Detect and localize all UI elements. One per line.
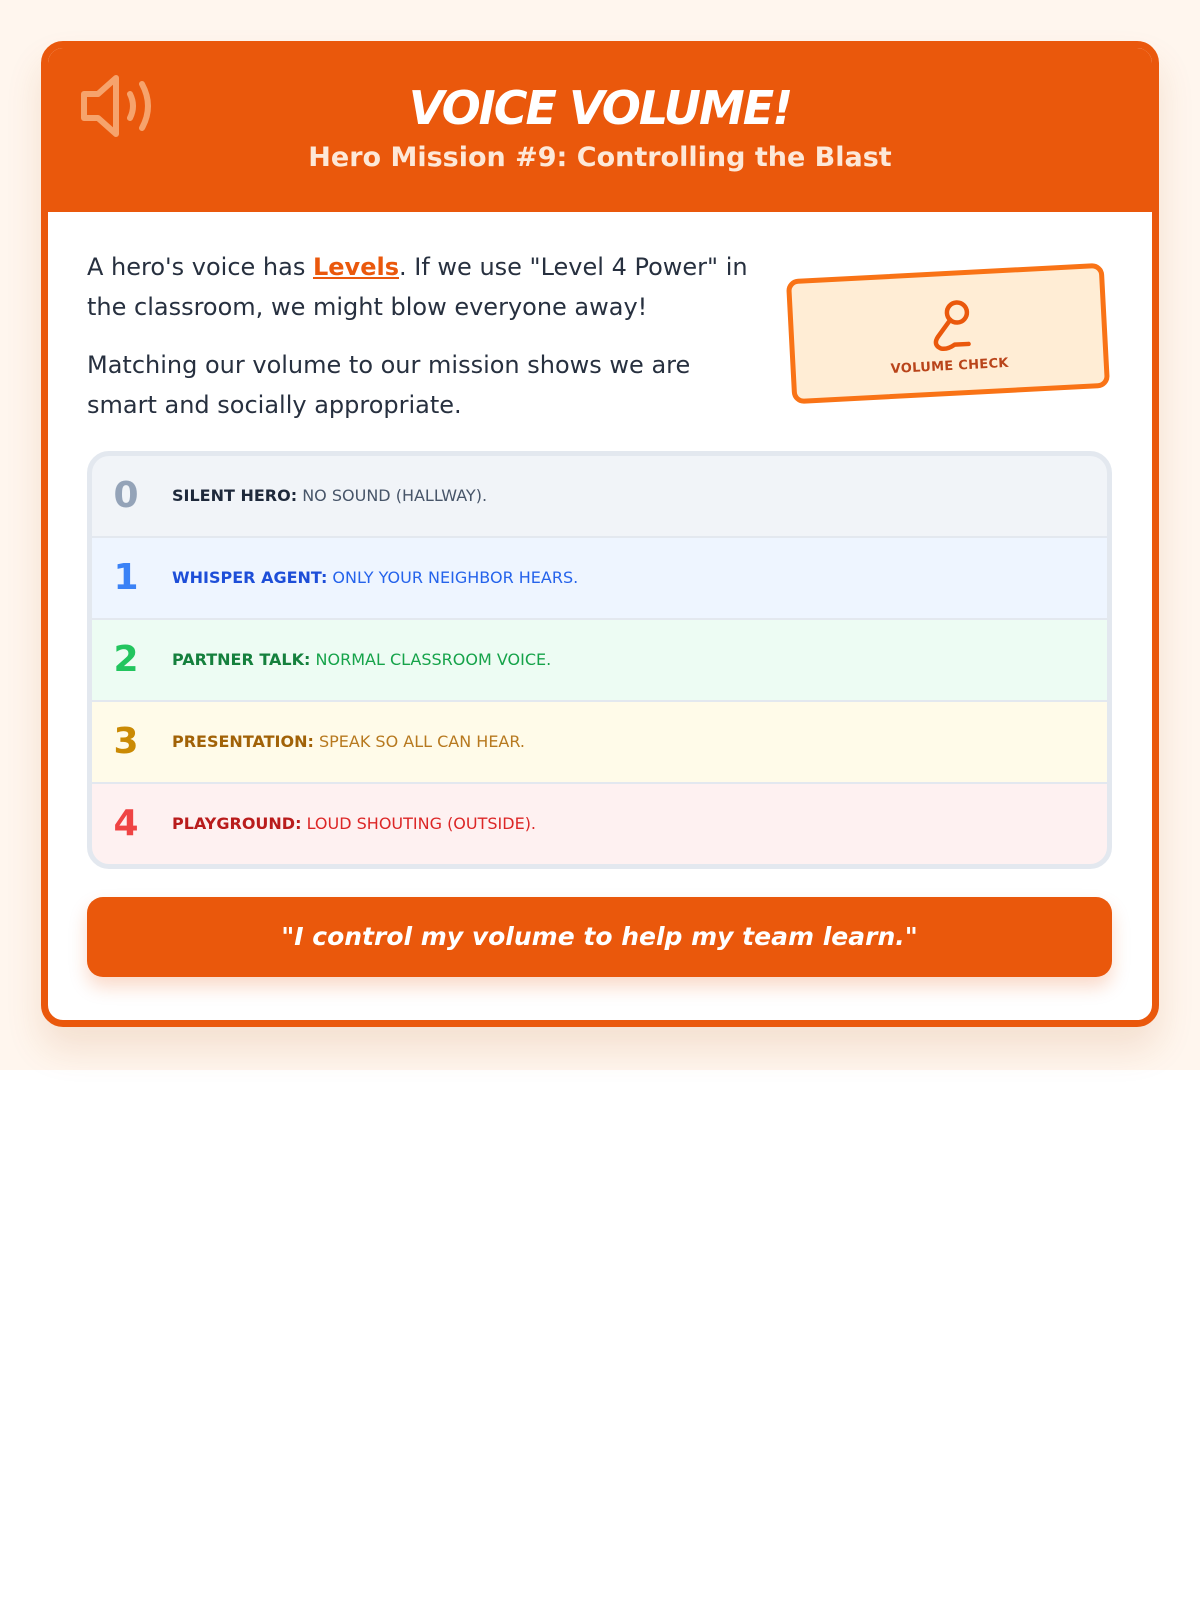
- intro-text: [87, 247, 767, 443]
- level-name: PRESENTATION:: [172, 732, 314, 751]
- level-description: [172, 456, 487, 536]
- level-row-3: [92, 702, 1107, 782]
- level-detail: LOUD SHOUTING (OUTSIDE).: [301, 814, 537, 833]
- page-subtitle: Hero Mission #9: Controlling the Blast: [308, 142, 892, 173]
- level-number: 4: [113, 803, 139, 844]
- microphone-icon: [926, 297, 975, 353]
- intro-text-end: . If we use "Level 4 Power" in the classroom, we might blow everyone away!: [87, 253, 748, 321]
- level-detail: ONLY YOUR NEIGHBOR HEARS.: [327, 568, 579, 587]
- stamp-label: VOLUME CHECK: [890, 355, 1010, 378]
- card-header: [48, 48, 1152, 212]
- level-description: [172, 538, 578, 618]
- level-row-1: [92, 538, 1107, 618]
- intro-paragraph-2: Matching our volume to our mission shows we are smart and socially appropriate.: [87, 351, 691, 419]
- level-row-0: [92, 456, 1107, 536]
- voice-volume-card: [41, 41, 1159, 1027]
- level-name: PLAYGROUND:: [172, 814, 302, 833]
- level-detail: SPEAK SO ALL CAN HEAR.: [313, 732, 525, 751]
- level-number: 0: [113, 475, 139, 516]
- intro-text-start: A hero's voice has: [87, 253, 313, 281]
- level-row-2: [92, 620, 1107, 700]
- intro-paragraph-1: [87, 247, 767, 327]
- level-description: [172, 620, 551, 700]
- level-number: 1: [113, 557, 139, 598]
- level-number: 2: [113, 639, 139, 680]
- level-description: [172, 784, 536, 864]
- level-name: WHISPER AGENT:: [172, 568, 328, 587]
- page-title: VOICE VOLUME!: [408, 81, 792, 135]
- motto-banner: "I control my volume to help my team learn.": [87, 897, 1112, 977]
- level-row-4: [92, 784, 1107, 864]
- level-name: PARTNER TALK:: [172, 650, 311, 669]
- level-detail: NO SOUND (HALLWAY).: [297, 486, 488, 505]
- level-number: 3: [113, 721, 139, 762]
- levels-highlight: Levels: [312, 253, 399, 281]
- level-name: SILENT HERO:: [172, 486, 298, 505]
- volume-levels-list: [87, 451, 1112, 869]
- level-detail: NORMAL CLASSROOM VOICE.: [310, 650, 552, 669]
- volume-check-stamp: [786, 263, 1110, 404]
- level-description: [172, 702, 525, 782]
